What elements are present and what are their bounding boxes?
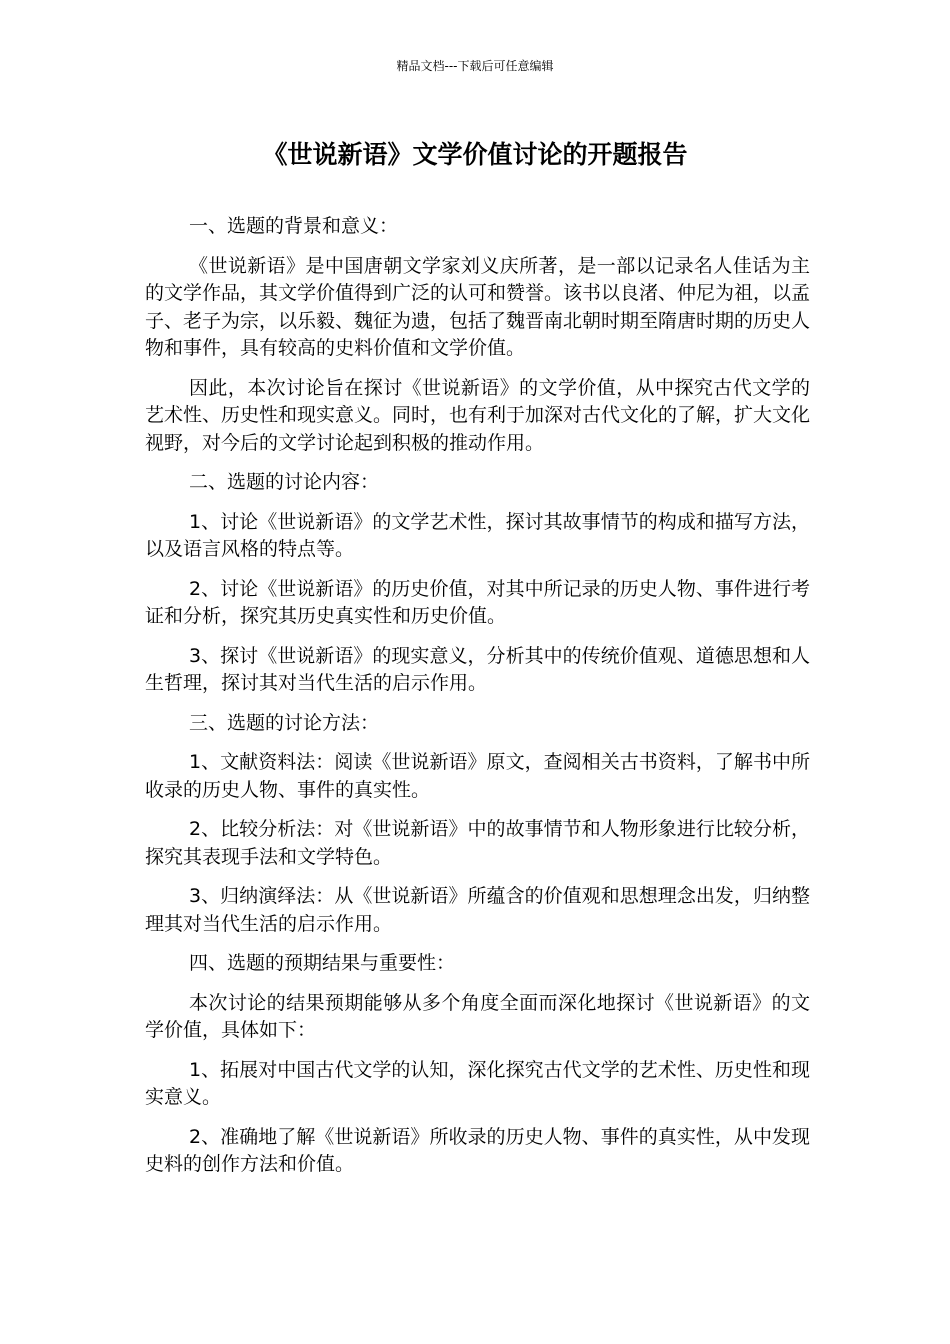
list-item-method-1: 1、文献资料法：阅读《世说新语》原文，查阅相关古书资料，了解书中所收录的历史人物、事件的真实性。 <box>145 751 810 801</box>
list-item-result-2: 2、准确地了解《世说新语》所收录的历史人物、事件的真实性，从中发现史料的创作方法和价值。 <box>145 1125 810 1175</box>
section-heading-methods: 三、选题的讨论方法： <box>189 711 380 734</box>
paragraph-results-intro: 本次讨论的结果预期能够从多个角度全面而深化地探讨《世说新语》的文学价值，具体如下： <box>145 991 810 1041</box>
section-heading-content: 二、选题的讨论内容： <box>189 471 380 493</box>
document-title: 《世说新语》文学价值讨论的开题报告 <box>262 140 688 169</box>
paragraph-purpose: 因此，本次讨论旨在探讨《世说新语》的文学价值，从中探究古代文学的艺术性、历史性和现实意义。同时，也有利于加深对古代文化的了解，扩大文化视野，对今后的文学讨论起到积极的推动作用。 <box>145 376 811 454</box>
paragraph-intro: 《世说新语》是中国唐朝文学家刘义庆所著，是一部以记录名人佳话为主的文学作品，其文学价值得到广泛的认可和赞誉。该书以良渚、仲尼为祖，以孟子、老子为宗，以乐毅、魏征为遗，包括了魏晋南北朝时期至隋唐时期的历史人物和事件，具有较高的史料价值和文学价值。 <box>145 254 811 359</box>
page-header-note: 精品文档---下载后可任意编辑 <box>396 59 554 73</box>
document-body <box>145 213 810 1191</box>
list-item-content-3: 3、探讨《世说新语》的现实意义，分析其中的传统价值观、道德思想和人生哲理，探讨其对当代生活的启示作用。 <box>145 644 810 694</box>
list-item-content-1: 1、讨论《世说新语》的文学艺术性，探讨其故事情节的构成和描写方法，以及语言风格的特点等。 <box>145 510 810 560</box>
list-item-result-1: 1、拓展对中国古代文学的认知，深化探究古代文学的艺术性、历史性和现实意义。 <box>145 1058 810 1108</box>
list-item-method-3: 3、归纳演绎法：从《世说新语》所蕴含的价值观和思想理念出发，归纳整理其对当代生活的启示作用。 <box>145 885 810 935</box>
list-item-method-2: 2、比较分析法：对《世说新语》中的故事情节和人物形象进行比较分析，探究其表现手法和文学特色。 <box>145 818 810 868</box>
section-heading-background: 一、选题的背景和意义： <box>189 215 399 237</box>
list-item-content-2: 2、讨论《世说新语》的历史价值，对其中所记录的历史人物、事件进行考证和分析，探究其历史真实性和历史价值。 <box>145 577 810 627</box>
section-heading-results: 四、选题的预期结果与重要性： <box>189 952 456 974</box>
